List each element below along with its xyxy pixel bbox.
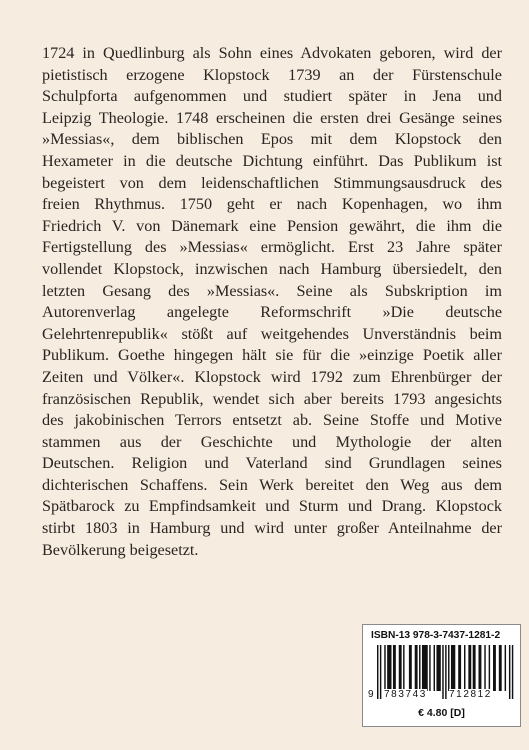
barcode-left-digits: 783743 [384,689,427,700]
blurb-line: vollendet Klopstock, inzwischen nach Hamburg übersiedelt, den [42,259,502,278]
blurb-line: Fertigstellung des »Messias« ermöglicht. Erst 23 Jahre später [42,238,502,257]
blurb-line: dichterischen Schaffens. Sein Werk bereitet den Weg aus dem [42,475,502,494]
barcode-bar [479,645,482,691]
barcode-bar [422,645,428,691]
barcode-right-digits: 712812 [449,689,492,700]
barcode-bar [512,645,513,699]
blurb-line: Bevölkerung beigesetzt. [42,540,199,559]
barcode-bar [484,645,485,691]
blurb-line: Leipzig Theologie. 1748 erscheinen die ersten drei Gesänge seines [42,108,502,127]
blurb-line: pietistisch erzogene Klopstock 1739 an der Fürstenschule [42,65,502,84]
blurb-line: stammen aus der Geschichte und Mythologie der alten [42,432,502,451]
barcode-bar [403,645,404,691]
barcode-bar [436,645,440,691]
isbn-barcode-box [362,624,521,727]
barcode-bar [473,645,476,691]
barcode-bar [505,645,506,691]
barcode-bar [380,645,381,699]
blurb-line: Publikum. Goethe hingegen hält sie für die »einzige Poetik aller [42,346,502,365]
barcode-bar [464,645,465,691]
blurb-line: Zeiten und Völker«. Klopstock wird 1792 zum Ehrenbürger der [42,367,502,386]
blurb-line: Friedrich V. von Dänemark eine Pension gewährt, die ihm die [42,216,502,235]
barcode-bar [387,645,391,691]
barcode-bar [429,645,430,691]
blurb-line: Schulpforta aufgenommen und studiert später in Jena und [42,87,502,106]
barcode-bar [415,645,418,691]
barcode-bar [499,645,502,691]
barcode-bar [451,645,455,691]
barcode-bar [377,645,378,699]
barcode-bar [434,645,435,691]
blurb-line: Autorenverlag angelegte Reformschrift »Die deutsche [42,303,502,322]
barcode-lead-digit: 9 [368,689,374,700]
price-label: € 4.80 [D] [418,707,465,719]
blurb-line: »Messias«, dem biblischen Epos mit dem Klopstock den [42,130,502,149]
barcode-bar [384,645,385,691]
barcode-bar [442,645,443,699]
barcode-bar [393,645,396,691]
barcode-bar [493,645,496,691]
blurb-line: 1724 in Quedlinburg als Sohn eines Advokaten geboren, wird der [42,44,502,62]
blurb-line: freien Rhythmus. 1750 geht er nach Kopenhagen, wo ihm [42,195,502,214]
blurb-line: Gelehrtenrepublik« stößt auf weitgehendes Unverständnis beim [42,324,502,343]
barcode-bar [489,645,490,691]
barcode-bar [448,645,449,691]
barcode-bar [458,645,461,691]
blurb-line: Spätbarock zu Empfindsamkeit und Sturm und Drang. Klopstock [42,497,502,516]
barcode-bar [399,645,402,691]
barcode-bar [468,645,471,691]
blurb-line: begeistert von dem leidenschaftlichen Stimmungsausdruck des [42,173,502,192]
barcode-bar [509,645,510,699]
blurb-line: des jakobinischen Terrors entsetzt ab. Seine Stoffe und Motive [42,411,502,430]
blurb-line: letzten Gesang des »Messias«. Seine als Subskription im [42,281,502,300]
isbn-label: ISBN-13 978-3-7437-1281-2 [371,630,501,641]
blurb-paragraph [42,43,502,561]
barcode-bar [445,645,446,699]
blurb-line: Hexameter in die deutsche Dichtung einführt. Das Publikum ist [42,151,502,170]
blurb-line: Deutschen. Religion und Vaterland sind Grundlagen seines [42,454,502,473]
blurb-line: französischen Republik, wendet sich aber bereits 1793 angesichts [42,389,502,408]
barcode-bar [409,645,412,691]
barcode-bar [419,645,420,691]
blurb-line: stirbt 1803 in Hamburg und wird unter großer Anteilnahme der [42,519,502,538]
